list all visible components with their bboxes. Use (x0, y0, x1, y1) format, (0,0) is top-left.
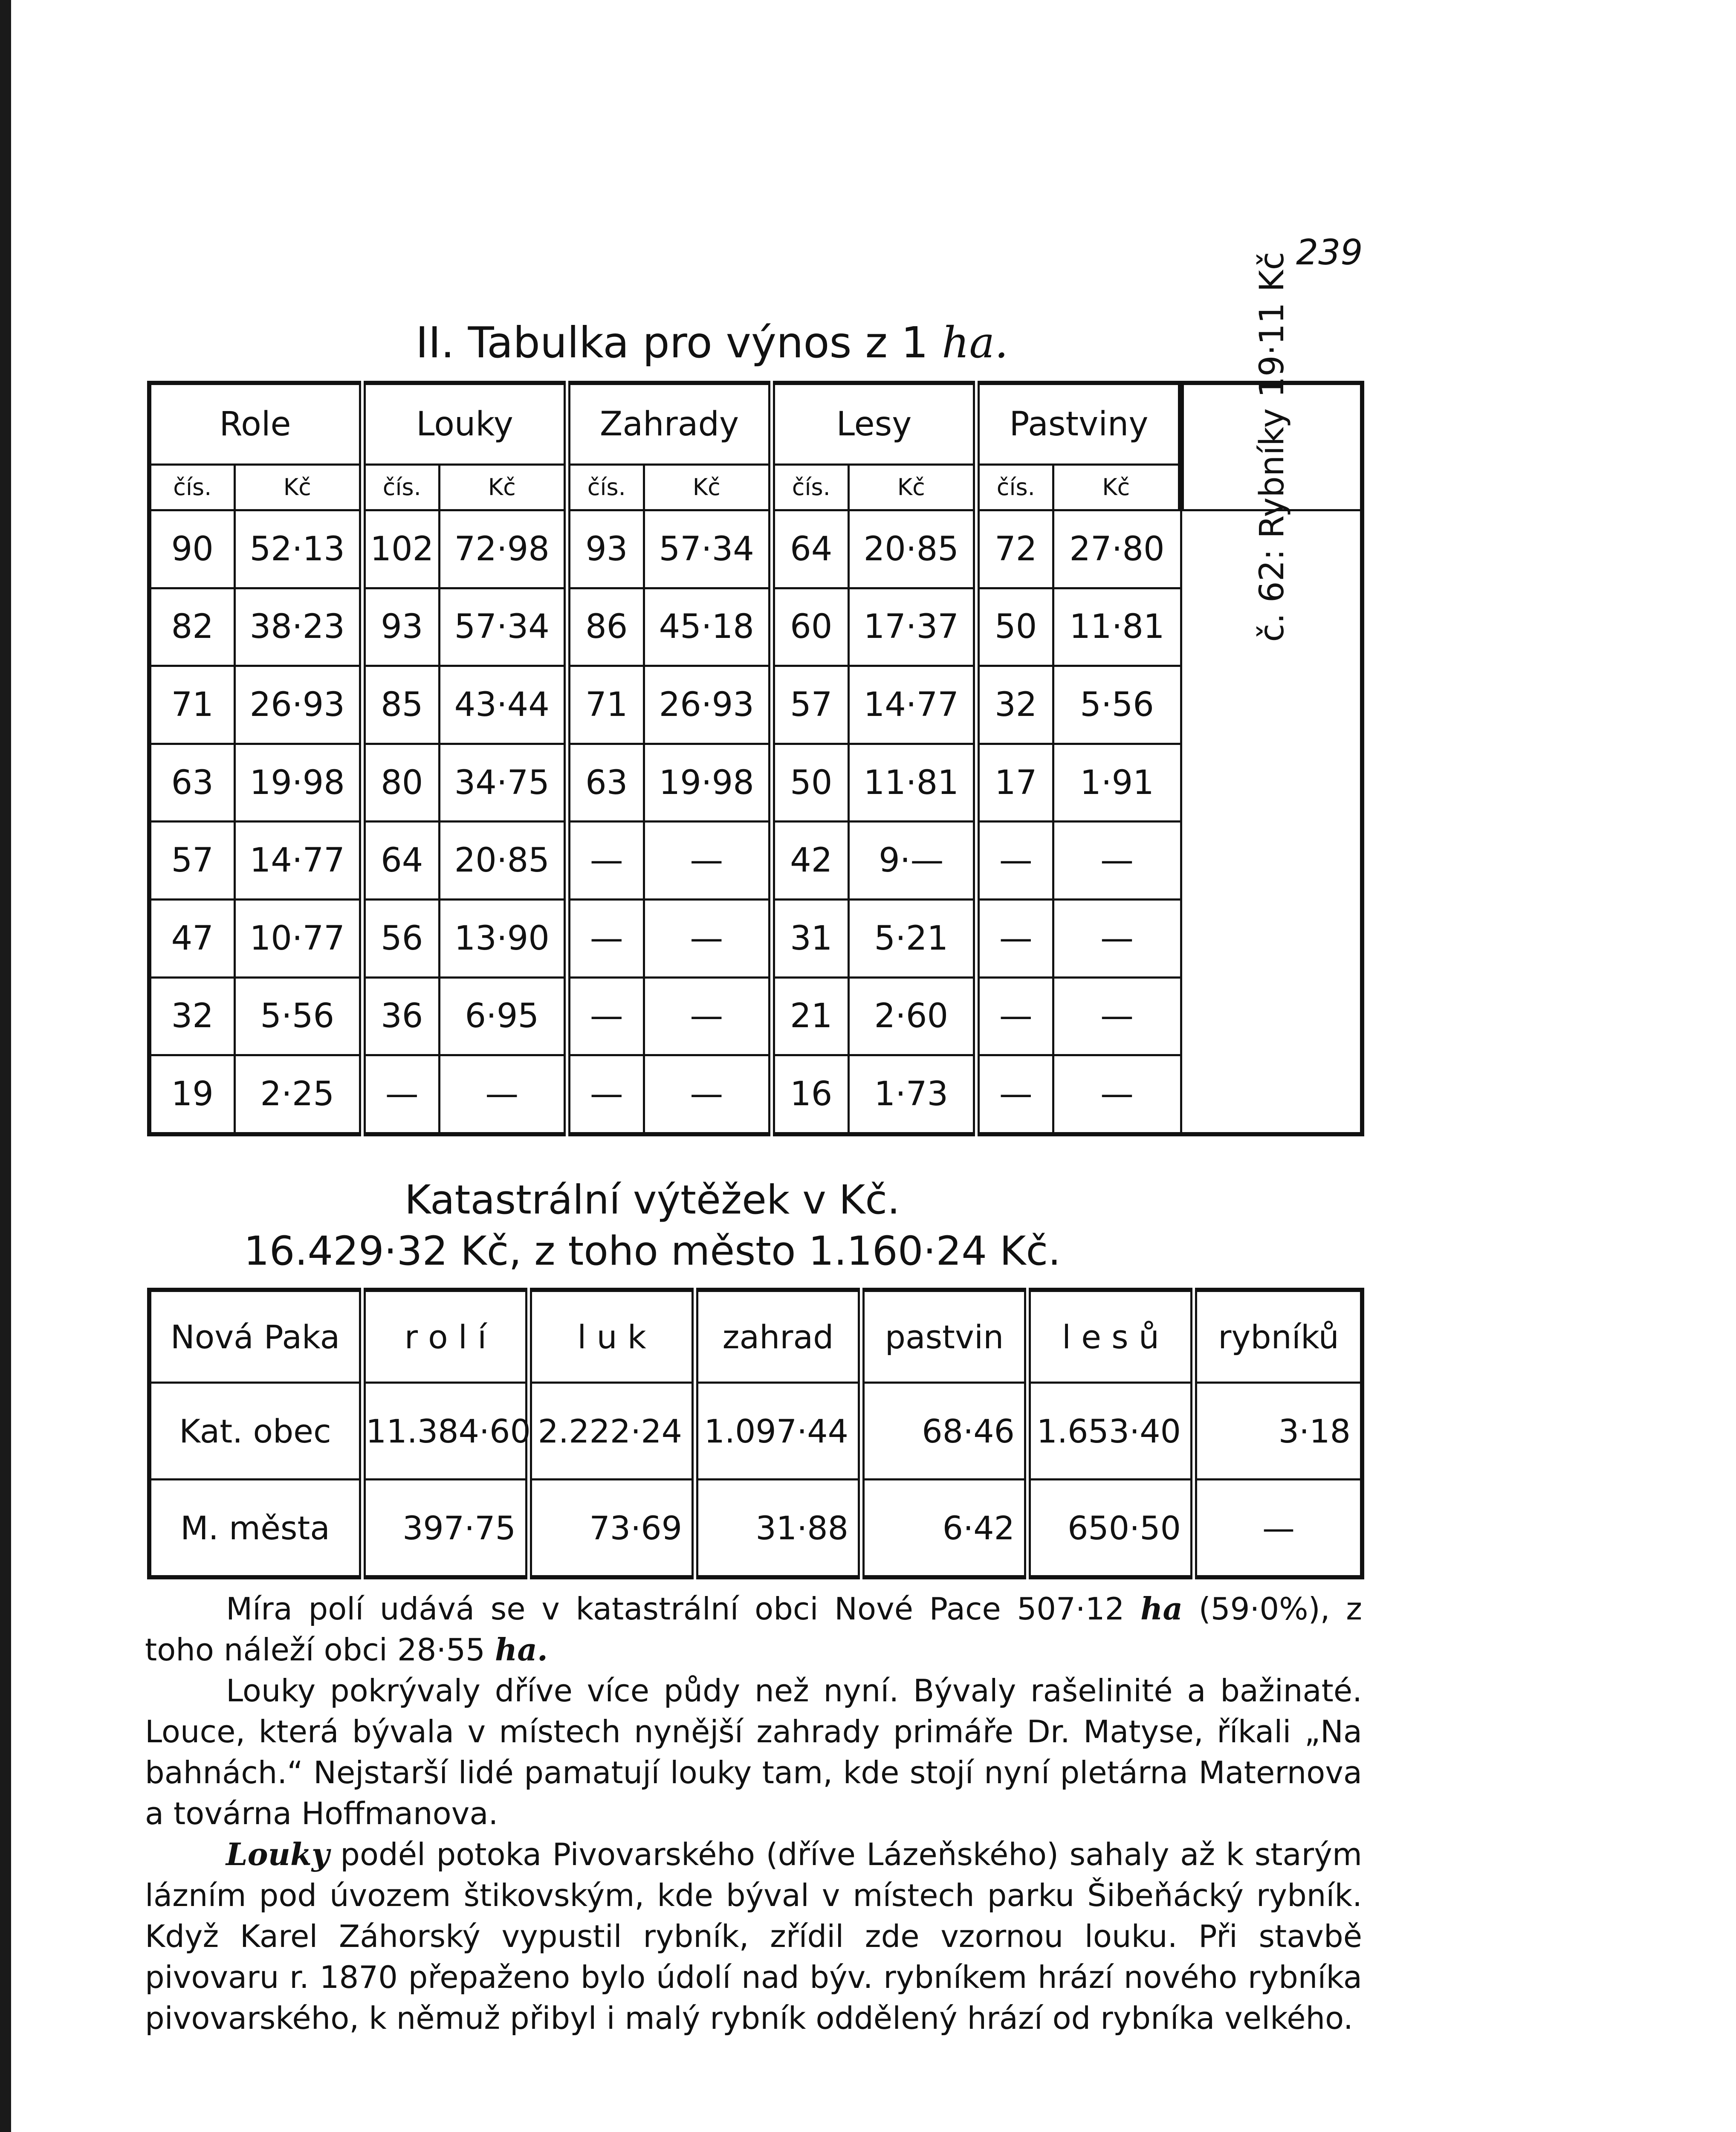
cell-kc: 19·98 (234, 744, 362, 822)
cell-kc: 20·85 (848, 510, 976, 588)
row-label: M. města (149, 1480, 362, 1578)
unit-header-kc: Kč (439, 464, 567, 510)
cell-cis: 19 (149, 1055, 234, 1134)
body-text (145, 1588, 1362, 2039)
table-cell: 6·42 (861, 1480, 1027, 1578)
cell-kc: — (1053, 1055, 1181, 1134)
table-row (149, 744, 1362, 822)
cell-kc: — (1053, 977, 1181, 1055)
table-cell: 650·50 (1027, 1480, 1194, 1578)
cell-kc: 11·81 (848, 744, 976, 822)
cell-cis: 57 (772, 666, 848, 744)
cell-cis: 102 (362, 510, 439, 588)
cadastral-header-rybniku: rybníků (1194, 1290, 1362, 1383)
cell-cis: 64 (362, 822, 439, 900)
cadastral-header-lesu: l e s ů (1027, 1290, 1194, 1383)
cell-cis: 93 (567, 510, 644, 588)
table-row (149, 900, 1362, 978)
paragraph-1-b: (59·0%), z toho náleží obci 28·55 (145, 1591, 1363, 1668)
cell-cis: — (567, 900, 644, 978)
cadastral-header-place: Nová Paka (149, 1290, 362, 1383)
table-cell: — (1194, 1480, 1362, 1578)
cell-cis: 63 (149, 744, 234, 822)
cell-kc: 38·23 (234, 588, 362, 666)
cell-cis: — (976, 1055, 1053, 1134)
cell-cis: 42 (772, 822, 848, 900)
cell-cis: 32 (976, 666, 1053, 744)
paragraph-2: Louky pokrývaly dříve více půdy než nyní. Bývaly rašelinité a bažinaté. Louce, která bývala v místech nynější zahrady primáře Dr. Matyse, říkali „Na bahnách.“ Nejstarší lidé pamatují louky tam, kde stojí nyní pletárna Maternova a továrna Hoffmanova. (145, 1673, 1362, 1831)
cell-kc: 52·13 (234, 510, 362, 588)
cadastral-header-roli: r o l í (362, 1290, 529, 1383)
cell-kc: — (644, 822, 772, 900)
cell-kc: — (644, 977, 772, 1055)
cell-cis: 86 (567, 588, 644, 666)
table-row (149, 977, 1362, 1055)
cell-kc: 2·25 (234, 1055, 362, 1134)
cell-cis: 93 (362, 588, 439, 666)
cell-cis: 71 (149, 666, 234, 744)
cell-cis: 85 (362, 666, 439, 744)
table-row (149, 1383, 1362, 1480)
cell-cis: — (976, 822, 1053, 900)
cell-cis: 50 (976, 588, 1053, 666)
unit-header-kc: Kč (1053, 464, 1181, 510)
paragraph-3-rest: podél potoka Pivovarského (dříve Lázeňského) sahaly až k starým lázním pod úvozem štikovským, kde býval v místech parku Šibeňácký rybník. Když Karel Záhorský vypustil rybník, zřídil zde vzornou louku. Při stavbě pivovaru r. 1870 přepaženo bylo údolí nad býv. rybníkem hrází nového rybníka pivovarského, k němuž přibyl i malý rybník oddělený hrází od rybníka velkého. (145, 1837, 1363, 2036)
cadastral-subtitle: 16.429·32 Kč, z toho město 1.160·24 Kč. (243, 1228, 1061, 1275)
cell-cis: 16 (772, 1055, 848, 1134)
cadastral-header-zahrad: zahrad (695, 1290, 861, 1383)
table1-title (0, 318, 1424, 368)
group-header-lesy: Lesy (772, 383, 976, 464)
cell-cis: 32 (149, 977, 234, 1055)
cadastral-header-luk: l u k (529, 1290, 695, 1383)
cell-kc: 45·18 (644, 588, 772, 666)
cell-cis: 21 (772, 977, 848, 1055)
paragraph-3 (145, 1834, 1362, 2039)
cell-kc: 1·91 (1053, 744, 1181, 822)
unit-header-cis: čís. (976, 464, 1053, 510)
unit-header-cis: čís. (567, 464, 644, 510)
cell-kc: — (1053, 900, 1181, 978)
cell-cis: 64 (772, 510, 848, 588)
cell-cis: 57 (149, 822, 234, 900)
cell-kc: 5·56 (234, 977, 362, 1055)
table-cell: 73·69 (529, 1480, 695, 1578)
cell-kc: 10·77 (234, 900, 362, 978)
unit-header-cis: čís. (149, 464, 234, 510)
unit-header-kc: Kč (848, 464, 976, 510)
table-row (149, 1480, 1362, 1578)
cell-kc: 17·37 (848, 588, 976, 666)
cell-cis: — (976, 900, 1053, 978)
paragraph-1 (145, 1588, 1362, 1670)
cell-kc: — (439, 1055, 567, 1134)
table1-title-unit: ha. (942, 318, 1008, 368)
table-cell: 1.653·40 (1027, 1383, 1194, 1480)
side-note: č. 62: Rybníky 19·11 Kč (1253, 252, 1291, 642)
yield-table-body (149, 510, 1362, 1134)
paragraph-3-lead: Louky (226, 1836, 330, 1872)
unit-header-cis: čís. (362, 464, 439, 510)
cell-cis: 82 (149, 588, 234, 666)
cell-cis: — (976, 977, 1053, 1055)
table-cell: 2.222·24 (529, 1383, 695, 1480)
unit-header-kc: Kč (234, 464, 362, 510)
cell-cis: 47 (149, 900, 234, 978)
cell-kc: — (644, 900, 772, 978)
cell-kc: 6·95 (439, 977, 567, 1055)
cell-cis: 36 (362, 977, 439, 1055)
cell-cis: 71 (567, 666, 644, 744)
table-row (149, 666, 1362, 744)
unit-header-cis: čís. (772, 464, 848, 510)
cadastral-title: Katastrální výtěžek v Kč. (405, 1177, 900, 1223)
cell-kc: 2·60 (848, 977, 976, 1055)
table-cell: 397·75 (362, 1480, 529, 1578)
cell-kc: 1·73 (848, 1055, 976, 1134)
table-row (149, 822, 1362, 900)
cell-kc: 34·75 (439, 744, 567, 822)
cell-cis: 72 (976, 510, 1053, 588)
table-cell: 11.384·60 (362, 1383, 529, 1480)
cell-cis: 50 (772, 744, 848, 822)
cadastral-header-pastvin: pastvin (861, 1290, 1027, 1383)
cell-kc: 20·85 (439, 822, 567, 900)
paragraph-1-unit: ha (1140, 1590, 1183, 1627)
paragraph-1-a: Míra polí udává se v katastrální obci Nové Pace 507·12 (226, 1591, 1125, 1627)
cell-kc: 57·34 (644, 510, 772, 588)
cadastral-table (147, 1288, 1364, 1579)
cell-kc: 57·34 (439, 588, 567, 666)
cell-kc: 14·77 (848, 666, 976, 744)
cell-cis: 31 (772, 900, 848, 978)
cell-cis: — (567, 1055, 644, 1134)
cell-kc: — (1053, 822, 1181, 900)
cell-kc: 11·81 (1053, 588, 1181, 666)
cell-cis: 17 (976, 744, 1053, 822)
cell-cis: 56 (362, 900, 439, 978)
table-cell: 3·18 (1194, 1383, 1362, 1480)
cell-cis: 90 (149, 510, 234, 588)
page-number: 239 (1296, 232, 1363, 273)
row-label: Kat. obec (149, 1383, 362, 1480)
group-header-role: Role (149, 383, 362, 464)
cell-kc: 26·93 (644, 666, 772, 744)
cell-kc: 13·90 (439, 900, 567, 978)
group-header-pastviny: Pastviny (976, 383, 1181, 464)
table-cell: 31·88 (695, 1480, 861, 1578)
cell-kc: 43·44 (439, 666, 567, 744)
cell-cis: 80 (362, 744, 439, 822)
cell-kc: 9·— (848, 822, 976, 900)
paragraph-1-unit-2: ha. (495, 1631, 548, 1668)
cell-kc: 72·98 (439, 510, 567, 588)
cell-cis: 63 (567, 744, 644, 822)
group-header-louky: Louky (362, 383, 567, 464)
group-header-zahrady: Zahrady (567, 383, 772, 464)
table-cell: 1.097·44 (695, 1383, 861, 1480)
cell-kc: 5·21 (848, 900, 976, 978)
cell-cis: — (567, 822, 644, 900)
cell-cis: 60 (772, 588, 848, 666)
cell-kc: 27·80 (1053, 510, 1181, 588)
cell-kc: 19·98 (644, 744, 772, 822)
unit-header-kc: Kč (644, 464, 772, 510)
table-row (149, 588, 1362, 666)
cell-kc: 5·56 (1053, 666, 1181, 744)
cell-kc: 26·93 (234, 666, 362, 744)
cell-cis: — (567, 977, 644, 1055)
cell-cis: — (362, 1055, 439, 1134)
table-row (149, 1055, 1362, 1134)
table1-title-text: II. Tabulka pro výnos z 1 (416, 318, 929, 368)
table-row (149, 510, 1362, 588)
cell-kc: 14·77 (234, 822, 362, 900)
table-cell: 68·46 (861, 1383, 1027, 1480)
cell-kc: — (644, 1055, 772, 1134)
